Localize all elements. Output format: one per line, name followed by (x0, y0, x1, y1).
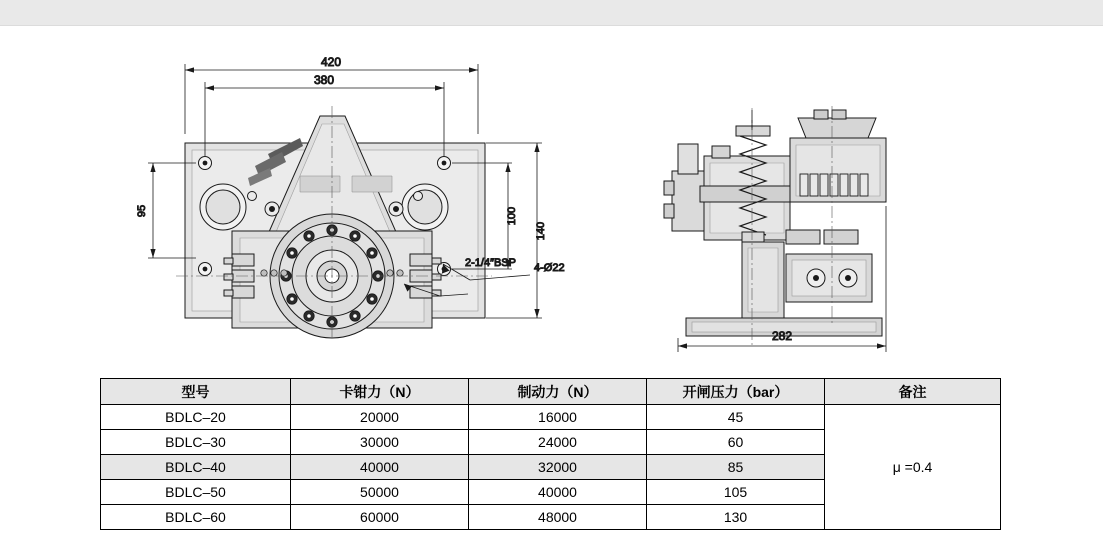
dim-overall-height: 140 (535, 221, 547, 241)
cell-clamp: 30000 (291, 430, 469, 455)
dim-bolt-span-height: 100 (506, 206, 518, 226)
dim-left-bolt-height: 95 (136, 204, 148, 218)
callout-port-thread: 2-1/4″BSP (465, 257, 516, 269)
dim-overall-depth: 282 (771, 329, 793, 343)
cell-model: BDLC–40 (101, 455, 291, 480)
technical-drawing (0, 26, 1103, 371)
col-release-pressure: 开闸压力（bar） (647, 379, 825, 405)
table-header-row (101, 379, 1001, 405)
cell-clamp: 50000 (291, 480, 469, 505)
spec-table-container (100, 378, 1000, 530)
cell-pressure: 130 (647, 505, 825, 530)
cell-model: BDLC–20 (101, 405, 291, 430)
cell-model: BDLC–60 (101, 505, 291, 530)
cell-pressure: 85 (647, 455, 825, 480)
spec-table (100, 378, 1001, 530)
cell-clamp: 60000 (291, 505, 469, 530)
cell-braking: 32000 (469, 455, 647, 480)
cell-braking: 48000 (469, 505, 647, 530)
callout-bolt-holes: 4-Ø22 (534, 262, 565, 274)
cell-pressure: 105 (647, 480, 825, 505)
cell-pressure: 60 (647, 430, 825, 455)
cell-pressure: 45 (647, 405, 825, 430)
cell-clamp: 40000 (291, 455, 469, 480)
front-view-group (176, 106, 492, 338)
cell-braking: 16000 (469, 405, 647, 430)
cell-braking: 40000 (469, 480, 647, 505)
side-view-group (664, 106, 886, 346)
dim-overall-width: 420 (320, 55, 342, 69)
cell-model: BDLC–50 (101, 480, 291, 505)
cell-remark: μ =0.4 (825, 405, 1001, 530)
window-top-bar (0, 0, 1103, 26)
col-remark: 备注 (825, 379, 1001, 405)
cell-clamp: 20000 (291, 405, 469, 430)
cell-braking: 24000 (469, 430, 647, 455)
col-braking-force: 制动力（N） (469, 379, 647, 405)
table-row (101, 405, 1001, 430)
col-model: 型号 (101, 379, 291, 405)
col-clamp-force: 卡钳力（N） (291, 379, 469, 405)
dim-bolt-span-width: 380 (313, 73, 335, 87)
cell-model: BDLC–30 (101, 430, 291, 455)
drawing-svg (0, 26, 1103, 371)
